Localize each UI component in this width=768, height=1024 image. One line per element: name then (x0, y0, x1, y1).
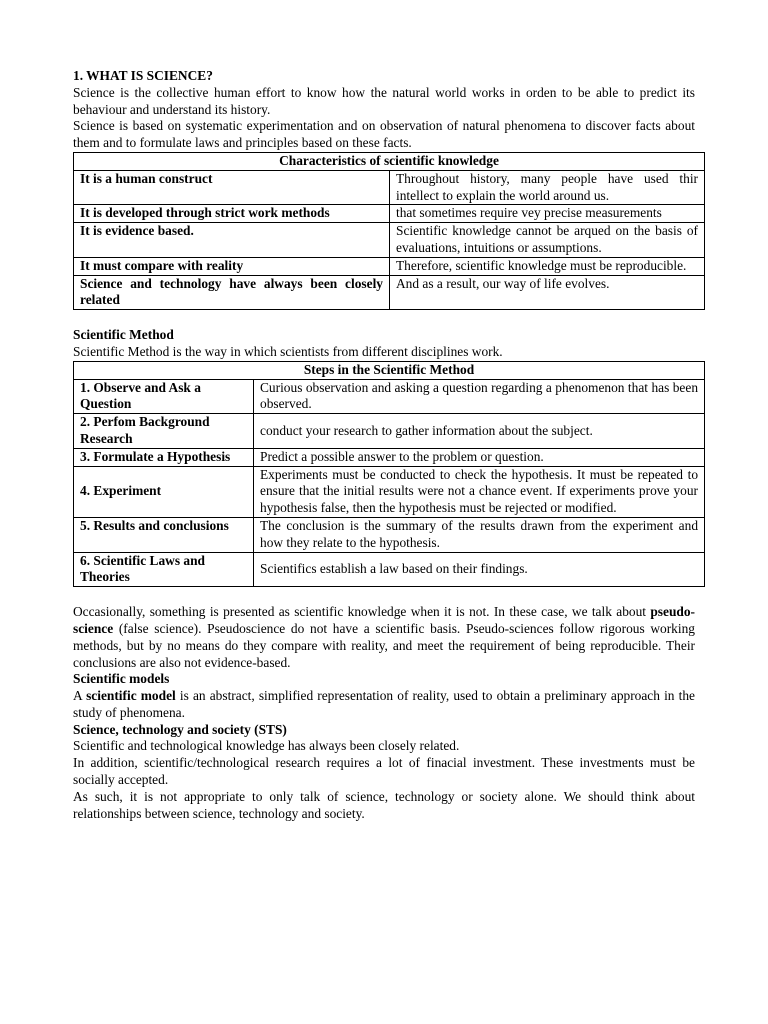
pseudo-science-term: pseudo-science (73, 604, 695, 636)
step-name: 5. Results and conclusions (74, 517, 254, 552)
characteristics-table (73, 152, 705, 310)
step-description: Scientifics establish a law based on their findings. (254, 552, 705, 587)
step-description: conduct your research to gather information about the subject. (254, 414, 705, 449)
step-name: 3. Formulate a Hypothesis (74, 448, 254, 466)
scientific-method-text: Scientific Method is the way in which scientists from different disciplines work. (73, 343, 503, 359)
row-value: Scientific knowledge cannot be arqued on the basis of evaluations, intuitions or assumptions. (390, 223, 705, 258)
table-row (74, 223, 705, 258)
sts-paragraph-1: Scientific and technological knowledge has always been closely related. (73, 738, 460, 754)
section-heading-what-is-science: 1. WHAT IS SCIENCE? (73, 68, 213, 83)
step-description: Curious observation and asking a question regarding a phenomenon that has been observed. (254, 379, 705, 414)
row-key: It is developed through strict work methods (74, 205, 390, 223)
step-description: Predict a possible answer to the problem or question. (254, 448, 705, 466)
row-key: It must compare with reality (74, 257, 390, 275)
row-key: It is a human construct (74, 170, 390, 205)
step-name: 1. Observe and Ask a Question (74, 379, 254, 414)
models-text-after: is an abstract, simplified representation of reality, used to obtain a preliminary approach in the study of phenomena. (73, 688, 695, 720)
sts-heading: Science, technology and society (STS) (73, 721, 287, 737)
intro-paragraph-1: Science is the collective human effort to know how the natural world works in orden to be able to predict its behaviour and understand its history. (73, 84, 695, 117)
characteristics-table-title: Characteristics of scientific knowledge (74, 152, 705, 170)
scientific-models-paragraph (73, 688, 695, 722)
step-name: 2. Perfom Background Research (74, 414, 254, 449)
row-value: Throughout history, many people have used thir intellect to explain the world around us. (390, 170, 705, 205)
table-row (74, 275, 705, 310)
intro-paragraph-2: Science is based on systematic experimentation and on observation of natural phenomena to discover facts about them and to formulate laws and principles based on these facts. (73, 118, 695, 151)
pseudo-text-before: Occasionally, something is presented as scientific knowledge when it is not. In these case, we talk about (73, 604, 651, 620)
step-name: 4. Experiment (74, 466, 254, 517)
table-row (74, 170, 705, 205)
document-page (73, 68, 699, 822)
row-value: Therefore, scientific knowledge must be reproducible. (390, 257, 705, 275)
sts-paragraph-3: As such, it is not appropriate to only talk of science, technology or society alone. We should think about relationships between science, technology and society. (73, 788, 695, 821)
sts-paragraph-2: In addition, scientific/technological research requires a lot of finacial investment. These investments must be socially accepted. (73, 755, 695, 788)
table-title-row (74, 152, 705, 170)
step-name: 6. Scientific Laws and Theories (74, 552, 254, 587)
table-row (74, 552, 705, 587)
step-description: The conclusion is the summary of the results drawn from the experiment and how they relate to the hypothesis. (254, 517, 705, 552)
row-value: that sometimes require vey precise measurements (390, 205, 705, 223)
table-title-row (74, 361, 705, 379)
scientific-method-heading: Scientific Method (73, 327, 174, 343)
row-key: Science and technology have always been closely related (74, 275, 390, 310)
spacer (73, 310, 695, 327)
table-row (74, 517, 705, 552)
table-row (74, 257, 705, 275)
row-key: It is evidence based. (74, 223, 390, 258)
scientific-models-heading: Scientific models (73, 671, 170, 687)
spacer (73, 587, 695, 604)
table-row (74, 466, 705, 517)
table-row (74, 379, 705, 414)
table-row (74, 414, 705, 449)
row-value: And as a result, our way of life evolves. (390, 275, 705, 310)
steps-table (73, 361, 705, 587)
scientific-model-term: scientific model (86, 688, 176, 704)
table-row (74, 205, 705, 223)
table-row (74, 448, 705, 466)
models-text-before: A (73, 688, 87, 704)
step-description: Experiments must be conducted to check the hypothesis. It must be repeated to ensure that the initial results were not a chance event. If experiments prove your hypothesis false, then the hypothesis must be rejected or modified. (254, 466, 705, 517)
pseudo-science-paragraph (73, 604, 695, 671)
steps-table-title: Steps in the Scientific Method (74, 361, 705, 379)
pseudo-text-after: (false science). Pseudoscience do not have a scientific basis. Pseudo-sciences follow rigorous working methods, but by no means do they compare with reality, and meet the requirement of being reproducible. Their conclusions are also not evidence-based. (73, 620, 695, 670)
